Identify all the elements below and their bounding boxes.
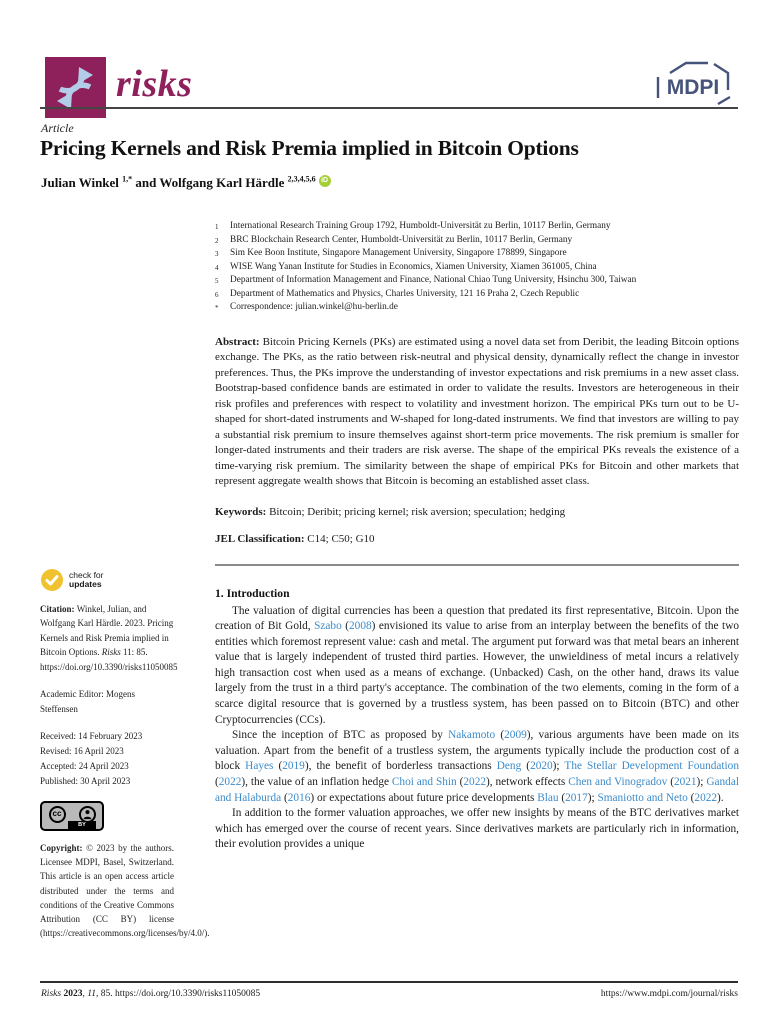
text-segment: ), the benefit of borderless transactions [304, 760, 497, 773]
citation-link[interactable]: Hayes [245, 760, 274, 773]
text-segment: ( [687, 791, 695, 804]
text-segment: 2,3,4,5,6 [287, 175, 316, 184]
affiliation-row [215, 261, 739, 275]
text-segment: 11 [87, 989, 96, 999]
orcid-icon[interactable]: iD [319, 175, 331, 187]
text-segment: ( [281, 791, 288, 804]
text-segment: Winkel, Julian, and Wolfgang Karl Härdle. 2023. Pricing Kernels and Risk Premia implied in Bitcoin Options. [40, 604, 174, 658]
header-divider [40, 107, 738, 109]
text-segment: Bitcoin Pricing Kernels (PKs) are estimated using a novel data set from Deribit, the leading Bitcoin options exchange. The PKs, as the ratio between risk-neutral and physical density, dynamically reflect the change in investor preferences. Thus, the PKs improve the understanding of investor expectations and risk premiums in a new asset class. Bootstrap-based confidence bands are estimated in order to validate the results. Investors are heterogeneous in their risk profiles and preferences with respect to volatility and investment horizon. The empirical PKs turn out to be U-shaped for short-dated instruments and W-shaped for long-dated instruments. We find that investors are willing to pay a substantial risk premium to insure themselves against short-term price movements. The risk premium is smaller for longer-dated instruments and their traders are risk averse. The shape of the empirical PKs reveals the existence of a time-varying risk premium. The similarity between the shape of empirical PKs for Bitcoin and other markets that represent aggregate wealth shows that Bitcoin is becoming an established asset class. [215, 335, 739, 487]
affiliation-row [215, 247, 739, 261]
correspondence-email[interactable]: Correspondence: julian.winkel@hu-berlin.de [230, 302, 398, 312]
text-segment: ( [456, 776, 464, 789]
academic-editor: Academic Editor: Mogens Steffensen [40, 689, 135, 715]
text-segment: ), various arguments have been made on its valuation. Apart from the benefit of a trustless system, the arguments typically include the production cost of a block [215, 729, 739, 773]
text-segment: Keywords: [215, 505, 270, 518]
text-segment: 11: 85. https://doi.org/10.3390/risks11050085 [40, 647, 178, 672]
citation-link[interactable]: 2022 [218, 776, 242, 789]
text-segment: ), the value of an inflation hedge [241, 776, 392, 789]
text-segment: ), network effects [485, 776, 569, 789]
history-dates [40, 729, 174, 789]
citation-link[interactable]: 2020 [530, 760, 553, 773]
affiliation-row [215, 220, 739, 234]
text-segment: JEL Classification: [215, 533, 308, 545]
affiliation-row [215, 234, 739, 248]
text-segment: and Wolfgang Karl Härdle [132, 175, 288, 191]
citation-link[interactable]: Smaniotto and Neto [597, 791, 688, 804]
text-segment: ) envisioned its value to arise from an interplay between the benefits of the two entities which foremost represent value: cash and metal. The argument put forward was that metal bears an inherent value that is largely independent of trusted third parties. However, the unwieldiness of metal incurs a relatively high transaction cost when used as a means of exchange. (Unbacked) Cash, on the other hand, draws its value largely from the trust in a third party's acceptance. The combination of the two elements, coming in the form of a scarce digital resource that is governed by a trustless system, has been passed on to Bitcoin (BTC) and other Cryptocurrencies (CCs). [215, 620, 739, 726]
text-segment: Bitcoin; Deribit; pricing kernel; risk aversion; speculation; hedging [269, 505, 566, 518]
affiliation-text: BRC Blockchain Research Center, Humboldt-Universität zu Berlin, 10117 Berlin, Germany [230, 234, 573, 245]
citation-link[interactable]: 2022 [463, 776, 486, 789]
text-segment: ); [587, 791, 598, 804]
mdpi-logo [650, 60, 736, 113]
accepted-date: Accepted: 24 April 2023 [40, 761, 129, 772]
text-segment: C14; C50; G10 [307, 533, 375, 545]
text-segment: Citation: [40, 604, 77, 614]
received-date: Received: 14 February 2023 [40, 731, 143, 742]
text-segment: ). [717, 791, 724, 804]
citation-link[interactable]: Nakamoto [448, 729, 496, 742]
footer-journal-url[interactable]: https://www.mdpi.com/journal/risks [600, 989, 738, 999]
page-title: Pricing Kernels and Risk Premia implied in Bitcoin Options [40, 136, 579, 160]
citation-link[interactable]: 2017 [565, 791, 588, 804]
citation-link[interactable]: Deng [496, 760, 522, 773]
main-column [215, 220, 739, 853]
text-segment: ( [521, 760, 531, 773]
svg-text:MDPI: MDPI [666, 76, 720, 99]
section-heading-introduction: 1. Introduction [215, 586, 290, 600]
text-segment: , 85. https://doi.org/10.3390/risks11050085 [95, 989, 261, 999]
affiliations-list [215, 220, 739, 315]
citation-block [40, 602, 178, 674]
text-segment: 1,* [122, 175, 133, 184]
cc-by-label: BY [68, 821, 96, 829]
journal-name: risks [116, 63, 193, 105]
keywords [215, 505, 739, 521]
citation-link[interactable]: Choi and Shin [391, 776, 457, 789]
affiliation-row [215, 274, 739, 288]
citation-link[interactable]: The Stellar Development Foundation [564, 760, 739, 773]
cc-by-license-badge[interactable] [40, 801, 104, 831]
affiliation-marker: 1 [215, 223, 219, 231]
affiliation-marker: 3 [215, 250, 219, 258]
text-segment: ) or expectations about future price developments [310, 791, 538, 804]
text-segment: ); [696, 776, 707, 789]
text-segment: The valuation of digital currencies has been a question that predated its first representative, Bitcoin. Upon the creation of Bit Gold, [215, 604, 739, 633]
text-segment: ( [273, 760, 283, 773]
text-segment: Abstract: [215, 335, 263, 348]
published-date: Published: 30 April 2023 [40, 776, 131, 787]
text-segment: ( [558, 791, 566, 804]
text-segment: Copyright: [40, 843, 87, 854]
affiliation-text: Department of Mathematics and Physics, Charles University, 121 16 Praha 2, Czech Republic [230, 288, 580, 299]
check-badge-label [69, 571, 104, 590]
correspondence-row [215, 301, 739, 315]
citation-link[interactable]: 2009 [504, 729, 527, 742]
authors-line [41, 175, 331, 191]
footer-divider [40, 981, 738, 983]
citation-link[interactable]: 2016 [287, 791, 311, 804]
text-segment: Julian Winkel [41, 175, 123, 191]
author-names [41, 175, 316, 190]
footer-citation[interactable] [41, 989, 260, 999]
text-segment: ( [341, 620, 350, 633]
text-segment: Since the inception of BTC as proposed by [232, 729, 449, 742]
affiliation-text: International Research Training Group 1792, Humboldt-Universität zu Berlin, 10117 Berlin, Germany [230, 221, 611, 231]
text-segment: ); [552, 760, 565, 773]
text-segment: 2023 [63, 989, 83, 999]
check-for-updates-badge[interactable] [40, 568, 132, 592]
citation-link[interactable]: Gandal and Halaburda [215, 776, 739, 804]
affiliation-marker: 2 [215, 236, 219, 245]
text-segment: ( [215, 776, 219, 789]
text-segment: ( [495, 729, 505, 742]
intro-paragraph-2 [215, 728, 739, 806]
affiliation-text: WISE Wang Yanan Institute for Studies in Economics, Xiamen University, Xiamen 361005, China [230, 261, 597, 272]
citation-link[interactable]: Blau [537, 791, 559, 804]
cc-icon: cc [49, 806, 66, 823]
affiliation-marker: 5 [215, 277, 219, 285]
article-type-label: Article [41, 121, 74, 135]
citation-link[interactable]: 2021 [673, 776, 697, 789]
revised-date: Revised: 16 April 2023 [40, 746, 124, 757]
citation-link[interactable]: 2019 [282, 760, 305, 773]
text-segment: In addition to the former valuation approaches, we offer new insights by means of the BTC derivatives market which has emerged over the course of recent years. Since derivatives markets are particularly rich in information, their evolution provides a unique [215, 807, 739, 851]
check-circle-icon [40, 568, 64, 592]
check-badge-line2: updates [69, 579, 102, 589]
mdpi-hexagon-icon [650, 60, 736, 108]
correspondence-marker: * [215, 304, 219, 312]
affiliation-marker: 6 [215, 290, 219, 299]
sidebar [40, 568, 210, 940]
text-segment: Risks [101, 647, 121, 658]
text-segment: Risks [41, 989, 64, 999]
copyright-notice [40, 841, 210, 940]
abstract [215, 335, 739, 490]
text-segment: ( [667, 776, 674, 789]
affiliation-text: Sim Kee Boon Institute, Singapore Management University, Singapore 178899, Singapore [230, 248, 567, 258]
citation-link[interactable]: 2022 [694, 791, 718, 804]
affiliation-row [215, 288, 739, 302]
affiliation-marker: 4 [215, 263, 219, 272]
citation-link[interactable]: Chen and Vinogradov [568, 776, 668, 789]
citation-link[interactable]: Szabo [314, 620, 342, 633]
affiliation-text: Department of Information Management and Finance, National Chiao Tung University, Hsinchu 300, Taiwan [230, 275, 637, 285]
text-segment: , [82, 989, 88, 999]
intro-paragraph-3 [215, 806, 739, 853]
section-divider [215, 564, 739, 566]
jel-classification [215, 532, 739, 548]
check-badge-line1: check for [69, 569, 104, 580]
citation-link[interactable]: 2008 [349, 620, 372, 633]
intro-paragraph-1 [215, 604, 739, 729]
text-segment: © 2023 by the authors. Licensee MDPI, Basel, Switzerland. This article is an open access article distributed under the terms and conditions of the Creative Commons Attribution (CC BY) license (https://creativecommons.org/licenses/by/4.0/). [40, 843, 210, 939]
